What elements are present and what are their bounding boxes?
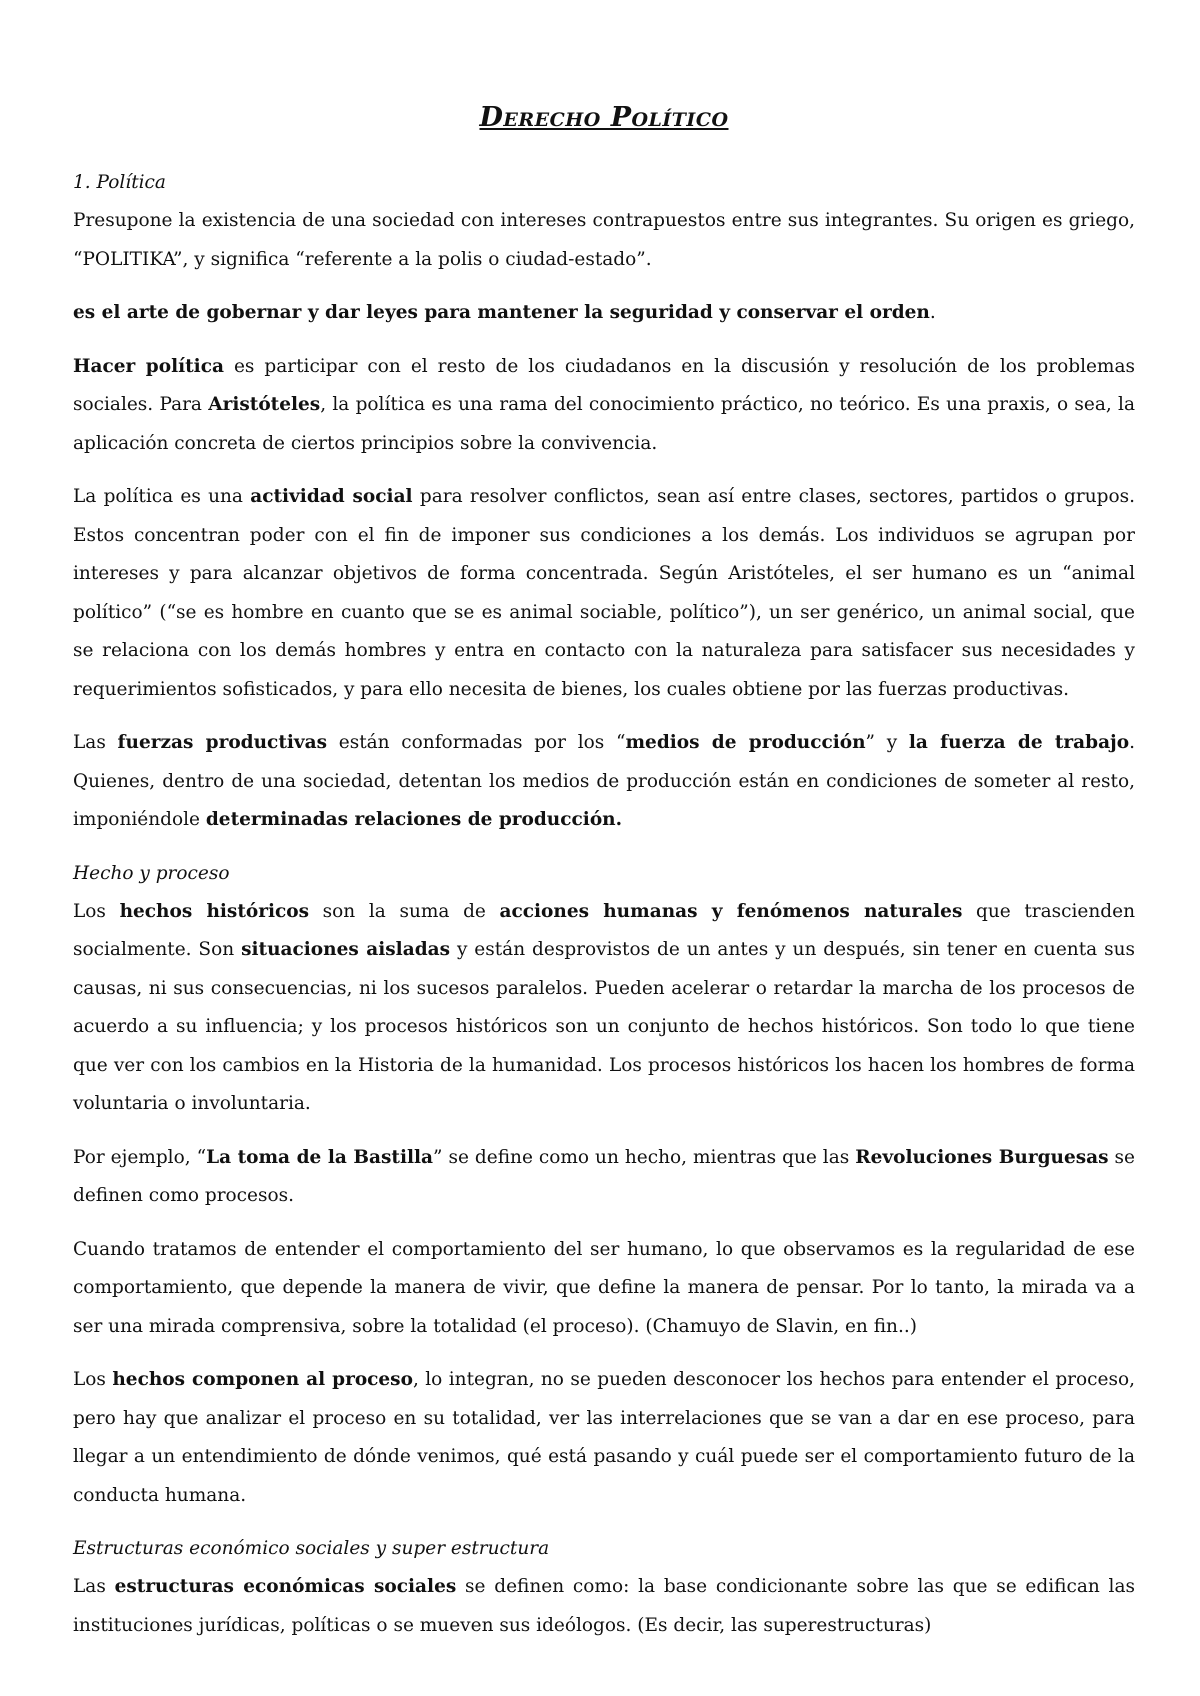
document-page [73,98,1135,1660]
paragraph-actividad-social [73,478,1135,709]
paragraph-comportamiento: Cuando tratamos de entender el comportamiento del ser humano, lo que observamos es la regularidad de ese comportamiento, que depende la manera de vivir, que define la manera de pensar. Por lo tanto, la mirada va a ser una mirada comprensiva, sobre la totalidad (el proceso). (Chamuyo de Slavin, en fin..) [73,1238,1135,1337]
text-span: se definen como procesos. [73,1146,1135,1206]
text-span: , la política es una rama del conocimiento práctico, no teórico. Es una praxis, o sea, la aplicación concreta de ciertos principios sobre la convivencia. [73,394,1135,454]
text-span: están conformadas por los “ [327,732,626,753]
bold-text: situaciones aisladas [241,939,451,960]
paragraph-politica-origen: Presupone la existencia de una sociedad con intereses contrapuestos entre sus integrantes. Su origen es griego, “POLITIKA”, y significa “referente a la polis o ciudad-estado”. [73,210,1135,270]
text-span: Los [73,900,120,922]
text-span: y están desprovistos de un antes y un después, sin tener en cuenta sus causas, ni sus consecuencias, ni los sucesos paralelos. Pueden acelerar o retardar la marcha de los procesos de acuerdo a su influencia; y los procesos históricos son un conjunto de hechos históricos. Son todo lo que tiene que ver con los cambios en la Historia de la humanidad. Los procesos históricos los hacen los hombres de forma voluntaria o involuntaria. [73,939,1135,1114]
paragraph-estructuras [73,1568,1135,1645]
text-span: ” y [865,732,909,753]
section-heading-hecho-proceso: Hecho y proceso [73,862,230,884]
bold-text: actividad social [250,486,413,507]
text-span: , lo integran, no se pueden desconocer los hechos para entender el proceso, pero hay que analizar el proceso en su totalidad, ver las interrelaciones que se van a dar en ese proceso, para llegar a un entendimiento de dónde venimos, qué está pasando y cuál puede ser el comportamiento futuro de la conducta humana. [73,1369,1135,1506]
text-span: . Quienes, dentro de una sociedad, detentan los medios de producción están en condiciones de someter al resto, imponiéndole [73,732,1135,830]
paragraph-definicion [73,294,1135,333]
text-span: es participar con el resto de los ciudadanos en la discusión y resolución de los problemas sociales. Para [73,355,1136,415]
bold-text: estructuras económicas sociales [114,1576,457,1597]
bold-text: es el arte de gobernar y dar leyes para mantener la seguridad y conservar el orden [73,302,930,323]
text-span: se definen como: la base condicionante sobre las que se edifican las instituciones jurídicas, políticas o se mueven sus ideólogos. (Es decir, las superestructuras) [73,1576,1135,1636]
bold-text: determinadas relaciones de producción. [205,809,623,830]
bold-text: acciones humanas y fenómenos naturales [499,900,963,922]
paragraph-hechos-componen [73,1361,1135,1515]
bold-text: medios de producción [625,732,866,753]
text-span: . [929,302,936,323]
paragraph-ejemplo [73,1139,1135,1216]
paragraph-hechos-historicos [73,893,1135,1124]
text-span: Las [73,732,118,753]
text-span: La política es una [73,486,251,507]
paragraph-fuerzas-productivas [73,724,1135,840]
text-span: Por ejemplo, “ [73,1146,207,1168]
bold-text: fuerzas productivas [117,732,328,753]
section-heading-politica: 1. Política [73,172,166,193]
paragraph-hacer-politica [73,348,1135,464]
text-span: que trascienden socialmente. Son [73,900,1135,960]
text-span: Las [73,1576,115,1597]
bold-text: Revoluciones Burguesas [855,1146,1109,1168]
text-span: Los [73,1369,113,1390]
page-title: Derecho Político [479,102,729,133]
text-span: son la suma de [309,900,500,922]
text-span: ” se define como un hecho, mientras que las [433,1146,856,1168]
bold-text: hechos componen al proceso [112,1369,413,1390]
bold-text: hechos históricos [119,900,310,922]
section-heading-estructuras: Estructuras económico sociales y super estructura [73,1538,550,1559]
text-span: para resolver conflictos, sean así entre clases, sectores, partidos o grupos. Estos concentran poder con el fin de imponer sus condiciones a los demás. Los individuos se agrupan por intereses y para alcanzar objetivos de forma concentrada. Según Aristóteles, el ser humano es un “animal político” (“se es hombre en cuanto que se es animal sociable, político”), un ser genérico, un animal social, que se relaciona con los demás hombres y entra en contacto con la naturaleza para satisfacer sus necesidades y requerimientos sofisticados, y para ello necesita de bienes, los cuales obtiene por las fuerzas productivas. [73,486,1136,700]
bold-text: Hacer política [73,355,224,377]
bold-text: la fuerza de trabajo [908,732,1130,753]
bold-text: Aristóteles [208,394,321,415]
bold-text: La toma de la Bastilla [206,1146,434,1168]
